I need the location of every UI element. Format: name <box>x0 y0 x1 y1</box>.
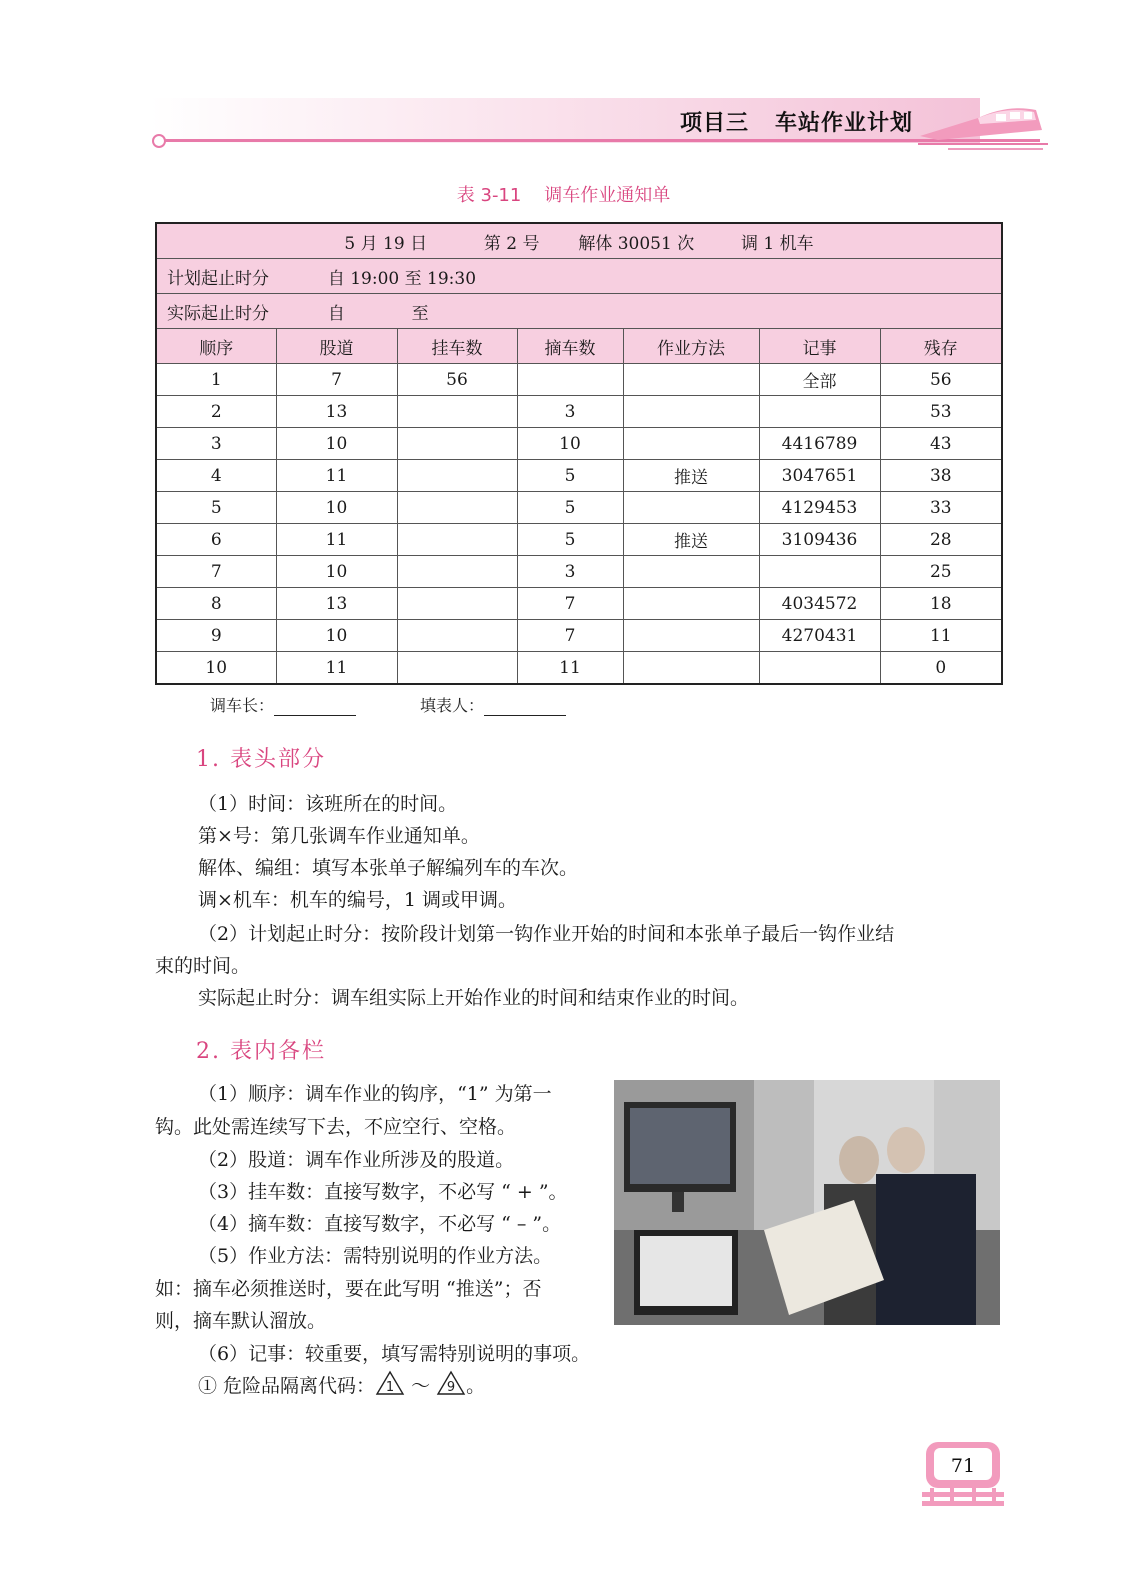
col-header-method: 作业方法 <box>623 329 759 364</box>
paragraph-line: 钩。此处需连续写下去，不应空行、空格。 <box>155 1116 517 1138</box>
paragraph-line: （3）挂车数：直接写数字，不必写 “ + ”。 <box>198 1181 568 1203</box>
filler-label: 填表人： <box>420 696 485 715</box>
table-row <box>156 652 1002 685</box>
plan-time-cell <box>156 259 1002 294</box>
cell-couple: 56 <box>397 364 517 396</box>
paragraph-line: 束的时间。 <box>155 955 251 977</box>
cell-track: 10 <box>276 492 397 524</box>
cell-couple <box>397 396 517 428</box>
cell-couple <box>397 524 517 556</box>
cell-track: 13 <box>276 396 397 428</box>
col-header-detach: 摘车数 <box>517 329 623 364</box>
column-header-row <box>156 329 1002 364</box>
actual-time-row <box>156 294 1002 329</box>
col-header-order: 顺序 <box>156 329 276 364</box>
cell-couple <box>397 652 517 685</box>
cell-note: 4270431 <box>759 620 880 652</box>
train-icon <box>918 96 1048 152</box>
cell-track: 10 <box>276 428 397 460</box>
cell-remaining: 28 <box>880 524 1002 556</box>
table-row <box>156 492 1002 524</box>
cell-order: 9 <box>156 620 276 652</box>
leader-label: 调车长： <box>210 696 275 715</box>
cell-order: 6 <box>156 524 276 556</box>
cell-note <box>759 396 880 428</box>
cell-remaining: 18 <box>880 588 1002 620</box>
paragraph-line: （5）作业方法：需特别说明的作业方法。 <box>198 1245 553 1267</box>
cell-method <box>623 588 759 620</box>
table-row <box>156 620 1002 652</box>
paragraph-line-hazard <box>198 1370 485 1402</box>
cell-order: 5 <box>156 492 276 524</box>
header-rule <box>160 139 1040 142</box>
cell-track: 10 <box>276 556 397 588</box>
cell-order: 7 <box>156 556 276 588</box>
plan-time-value: 自 19:00 至 19:30 <box>327 268 477 289</box>
cell-method <box>623 396 759 428</box>
cell-order: 1 <box>156 364 276 396</box>
paragraph-line: 实际起止时分：调车组实际上开始作业的时间和结束作业的时间。 <box>198 987 750 1009</box>
col-header-remaining: 残存 <box>880 329 1002 364</box>
cell-note <box>759 652 880 685</box>
col-header-couple: 挂车数 <box>397 329 517 364</box>
cell-detach: 5 <box>517 492 623 524</box>
paragraph-line: （6）记事：较重要，填写需特别说明的事项。 <box>198 1343 591 1365</box>
cell-note: 4129453 <box>759 492 880 524</box>
cell-method <box>623 620 759 652</box>
table-caption: 表 3-11 调车作业通知单 <box>456 185 671 206</box>
actual-time-from: 自 <box>327 303 345 324</box>
notice-loco: 调 1 机车 <box>741 233 814 254</box>
header-dot-ornament <box>152 134 166 148</box>
paragraph-line: 第×号：第几张调车作业通知单。 <box>198 825 480 847</box>
notice-number: 第 2 号 <box>483 233 540 254</box>
cell-method <box>623 428 759 460</box>
cell-remaining: 33 <box>880 492 1002 524</box>
table-row <box>156 396 1002 428</box>
cell-detach: 7 <box>517 588 623 620</box>
cell-couple <box>397 492 517 524</box>
workers-photo-illustration <box>614 1080 1000 1325</box>
table-top-cell <box>156 223 1002 259</box>
cell-detach: 5 <box>517 460 623 492</box>
signature-line <box>210 693 630 716</box>
cell-detach: 7 <box>517 620 623 652</box>
section-heading-2: 2. 表内各栏 <box>196 1039 326 1064</box>
cell-method <box>623 492 759 524</box>
plan-time-row <box>156 259 1002 294</box>
paragraph-line: （1）顺序：调车作业的钩序，“1” 为第一 <box>198 1083 552 1105</box>
paragraph-line: 调×机车：机车的编号，1 调或甲调。 <box>198 889 518 911</box>
cell-track: 11 <box>276 524 397 556</box>
hazard-triangle-icon <box>436 1370 466 1396</box>
actual-time-label: 实际起止时分 <box>167 303 269 324</box>
cell-track: 11 <box>276 460 397 492</box>
cell-method: 推送 <box>623 460 759 492</box>
cell-couple <box>397 428 517 460</box>
cell-method: 推送 <box>623 524 759 556</box>
cell-method <box>623 652 759 685</box>
cell-track: 11 <box>276 652 397 685</box>
cell-note: 3109436 <box>759 524 880 556</box>
paragraph-line: 如：摘车必须推送时，要在此写明 “推送”；否 <box>155 1278 542 1300</box>
table-row <box>156 556 1002 588</box>
actual-time-to: 至 <box>411 303 429 324</box>
cell-detach: 5 <box>517 524 623 556</box>
page-number: 71 <box>950 1455 976 1477</box>
cell-couple <box>397 460 517 492</box>
paragraph-line: （1）时间：该班所在的时间。 <box>198 793 458 815</box>
cell-order: 2 <box>156 396 276 428</box>
shunting-notice-table <box>155 222 1003 685</box>
cell-detach: 3 <box>517 396 623 428</box>
cell-note: 4034572 <box>759 588 880 620</box>
col-header-note: 记事 <box>759 329 880 364</box>
cell-method <box>623 556 759 588</box>
paragraph-line: （2）股道：调车作业所涉及的股道。 <box>198 1149 515 1171</box>
cell-remaining: 43 <box>880 428 1002 460</box>
section-heading-1: 1. 表头部分 <box>196 747 326 772</box>
cell-order: 8 <box>156 588 276 620</box>
cell-remaining: 53 <box>880 396 1002 428</box>
table-header-top-row <box>156 223 1002 259</box>
cell-track: 10 <box>276 620 397 652</box>
plan-time-label: 计划起止时分 <box>167 268 269 289</box>
paragraph-line: 解体、编组：填写本张单子解编列车的车次。 <box>198 857 579 879</box>
filler-blank <box>484 699 566 716</box>
notice-train: 解体 30051 次 <box>578 233 695 254</box>
cell-note: 4416789 <box>759 428 880 460</box>
paragraph-line: （2）计划起止时分：按阶段计划第一钩作业开始的时间和本张单子最后一钩作业结 <box>198 923 895 945</box>
cell-note <box>759 556 880 588</box>
cell-remaining: 38 <box>880 460 1002 492</box>
cell-note: 全部 <box>759 364 880 396</box>
hazard-code-first: 1 <box>385 1380 395 1395</box>
table-row <box>156 364 1002 396</box>
cell-couple <box>397 620 517 652</box>
cell-method <box>623 364 759 396</box>
cell-remaining: 25 <box>880 556 1002 588</box>
col-header-track: 股道 <box>276 329 397 364</box>
workers-photo <box>614 1080 1000 1325</box>
cell-remaining: 11 <box>880 620 1002 652</box>
notice-date: 5 月 19 日 <box>344 233 428 254</box>
chapter-title: 项目三 车站作业计划 <box>680 111 913 136</box>
table-row <box>156 428 1002 460</box>
cell-couple <box>397 556 517 588</box>
table-row <box>156 460 1002 492</box>
table-row <box>156 588 1002 620</box>
cell-note: 3047651 <box>759 460 880 492</box>
actual-time-cell <box>156 294 1002 329</box>
cell-couple <box>397 588 517 620</box>
cell-order: 4 <box>156 460 276 492</box>
cell-order: 10 <box>156 652 276 685</box>
hazard-code-last: 9 <box>447 1380 456 1395</box>
cell-order: 3 <box>156 428 276 460</box>
hazard-code-label: ① 危险品隔离代码： <box>198 1375 376 1397</box>
table-row <box>156 524 1002 556</box>
hazard-code-end: 。 <box>466 1375 486 1397</box>
hazard-triangle-icon <box>375 1370 405 1396</box>
cell-detach: 3 <box>517 556 623 588</box>
cell-detach <box>517 364 623 396</box>
cell-detach: 11 <box>517 652 623 685</box>
hazard-code-separator: ～ <box>405 1375 437 1397</box>
cell-remaining: 0 <box>880 652 1002 685</box>
cell-track: 7 <box>276 364 397 396</box>
cell-track: 13 <box>276 588 397 620</box>
leader-blank <box>274 699 356 716</box>
cell-detach: 10 <box>517 428 623 460</box>
paragraph-line: （4）摘车数：直接写数字，不必写 “ – ”。 <box>198 1213 562 1235</box>
cell-remaining: 56 <box>880 364 1002 396</box>
paragraph-line: 则，摘车默认溜放。 <box>155 1310 327 1332</box>
